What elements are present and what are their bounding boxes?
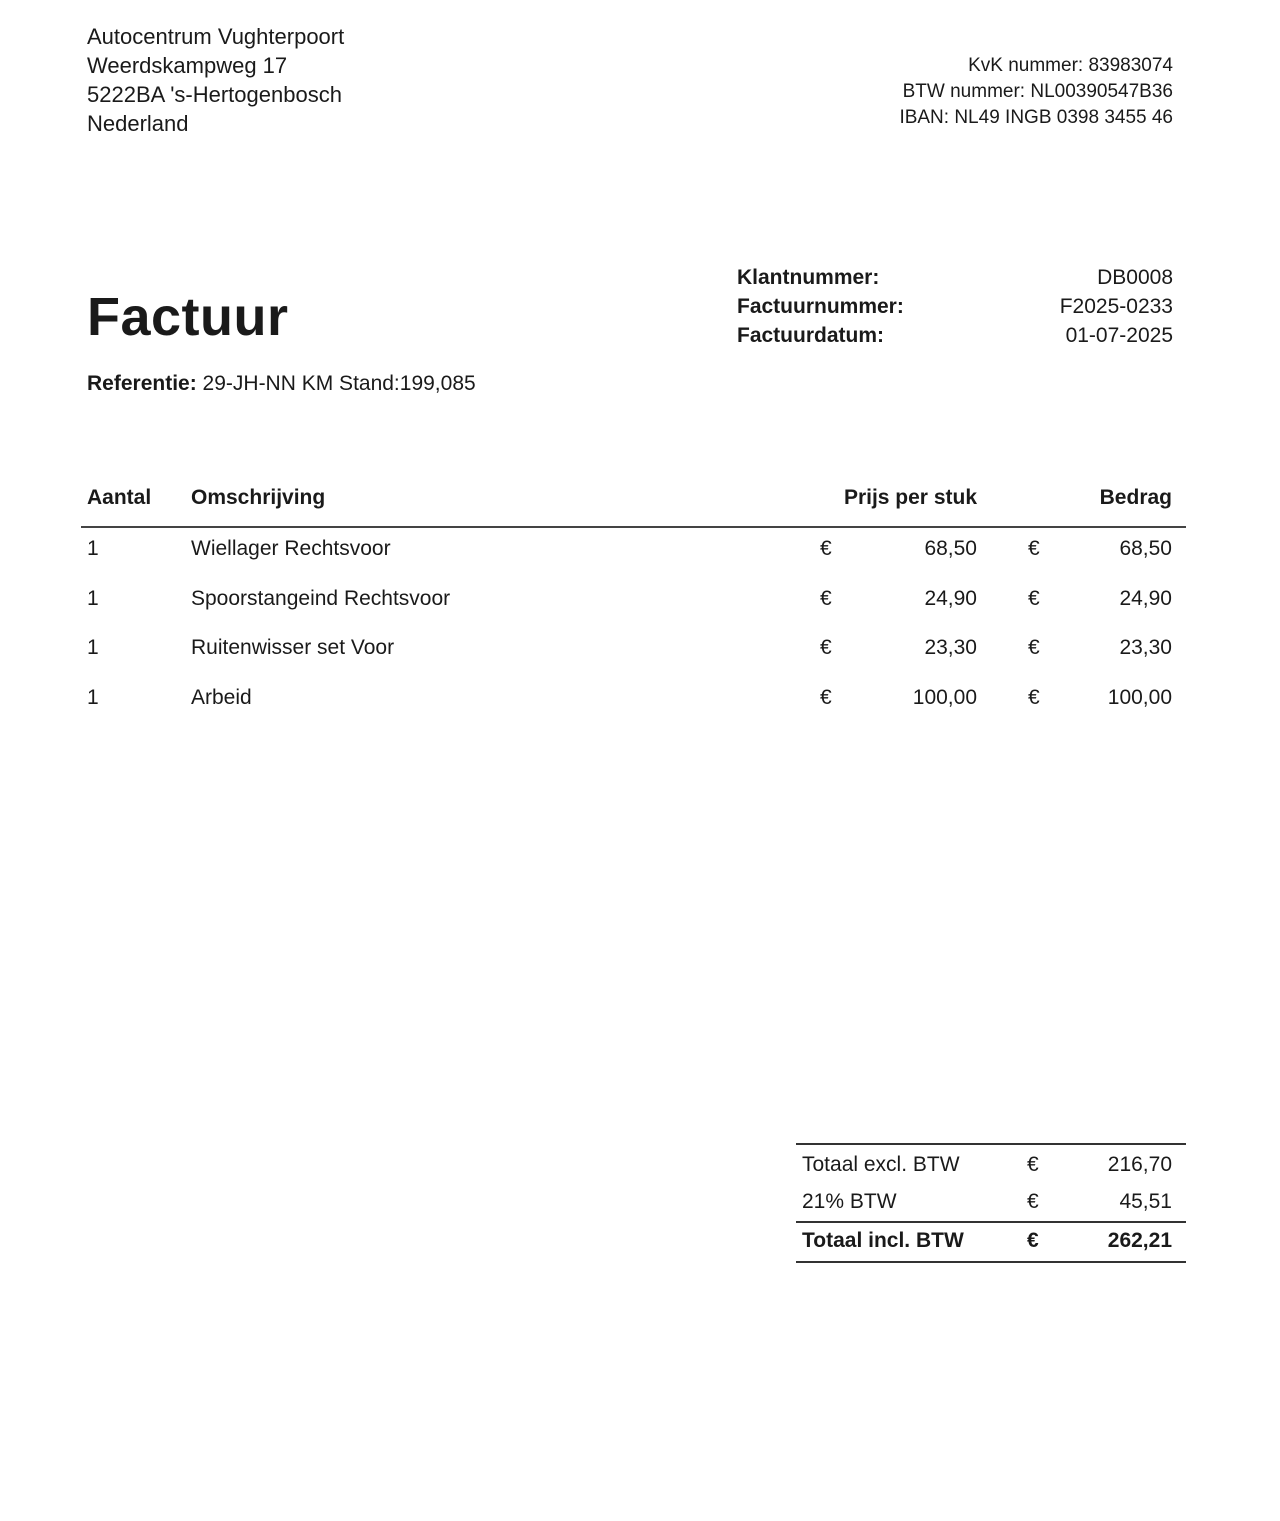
currency-symbol: € xyxy=(1028,586,1040,610)
page-title: Factuur xyxy=(87,287,289,347)
header-description: Omschrijving xyxy=(191,486,326,509)
sender-street: Weerdskampweg 17 xyxy=(87,53,288,78)
kvk-number: KvK nummer: 83983074 xyxy=(968,55,1173,76)
currency-symbol: € xyxy=(1028,537,1040,560)
currency-symbol: € xyxy=(820,685,832,709)
vat-row xyxy=(796,1182,1186,1219)
grand-total-label: Totaal incl. BTW xyxy=(802,1229,964,1252)
row-amount: 100,00 xyxy=(1107,685,1172,709)
sender-city: 5222BA 's-Hertogenbosch xyxy=(87,82,342,107)
sender-name: Autocentrum Vughterpoort xyxy=(87,24,345,49)
row-qty: 1 xyxy=(87,537,99,560)
row-qty: 1 xyxy=(87,636,99,659)
row-unit-price: 23,30 xyxy=(924,636,977,659)
vat-label: 21% BTW xyxy=(802,1190,897,1213)
table-row xyxy=(81,535,1186,585)
currency-symbol: € xyxy=(1028,685,1040,709)
items-table-body xyxy=(81,535,1186,733)
row-unit-price: 24,90 xyxy=(924,586,977,610)
vat-value: 45,51 xyxy=(1119,1190,1172,1213)
row-description: Spoorstangeind Rechtsvoor xyxy=(191,586,451,610)
currency-symbol: € xyxy=(820,636,832,659)
row-unit-price: 68,50 xyxy=(924,537,977,560)
company-registration xyxy=(899,53,1173,131)
meta-value: F2025-0233 xyxy=(1059,295,1173,318)
subtotal-value: 216,70 xyxy=(1107,1153,1172,1176)
row-unit-price: 100,00 xyxy=(912,685,977,709)
row-description: Wiellager Rechtsvoor xyxy=(191,537,391,560)
currency-symbol: € xyxy=(820,537,832,560)
currency-symbol: € xyxy=(1028,636,1040,659)
row-description: Ruitenwisser set Voor xyxy=(191,636,395,659)
header-amount: Bedrag xyxy=(1099,486,1172,509)
items-table-header xyxy=(81,486,1186,528)
grand-total-value: 262,21 xyxy=(1107,1229,1172,1252)
iban-number: IBAN: NL49 INGB 0398 3455 46 xyxy=(899,107,1173,128)
grand-total-row xyxy=(796,1221,1186,1263)
meta-label: Klantnummer: xyxy=(737,266,880,289)
row-amount: 68,50 xyxy=(1119,537,1172,560)
row-qty: 1 xyxy=(87,685,99,709)
meta-label: Factuurnummer: xyxy=(737,295,904,318)
invoice-meta xyxy=(737,263,1173,350)
table-row xyxy=(81,684,1186,734)
meta-row-customer-number xyxy=(737,263,1173,292)
subtotal-label: Totaal excl. BTW xyxy=(802,1153,960,1176)
totals-block xyxy=(796,1143,1186,1263)
reference-value: 29-JH-NN KM Stand:199,085 xyxy=(202,372,476,395)
row-qty: 1 xyxy=(87,586,99,610)
row-amount: 23,30 xyxy=(1119,636,1172,659)
header-unit-price: Prijs per stuk xyxy=(843,486,977,509)
meta-row-invoice-date xyxy=(737,321,1173,350)
currency-symbol: € xyxy=(1027,1153,1039,1176)
sender-country: Nederland xyxy=(87,111,189,136)
currency-symbol: € xyxy=(1027,1190,1039,1213)
meta-label: Factuurdatum: xyxy=(737,324,884,347)
meta-row-invoice-number xyxy=(737,292,1173,321)
row-amount: 24,90 xyxy=(1119,586,1172,610)
sender-address xyxy=(87,22,344,138)
meta-value: DB0008 xyxy=(1097,266,1173,289)
subtotal-row xyxy=(796,1145,1186,1182)
btw-number: BTW nummer: NL00390547B36 xyxy=(902,81,1173,102)
header-qty: Aantal xyxy=(87,486,152,509)
row-description: Arbeid xyxy=(191,685,252,709)
reference-line xyxy=(87,370,476,398)
currency-symbol: € xyxy=(820,586,832,610)
reference-label: Referentie: xyxy=(87,372,197,395)
table-row xyxy=(81,585,1186,635)
currency-symbol: € xyxy=(1027,1229,1039,1252)
meta-value: 01-07-2025 xyxy=(1065,324,1173,347)
table-row xyxy=(81,634,1186,684)
